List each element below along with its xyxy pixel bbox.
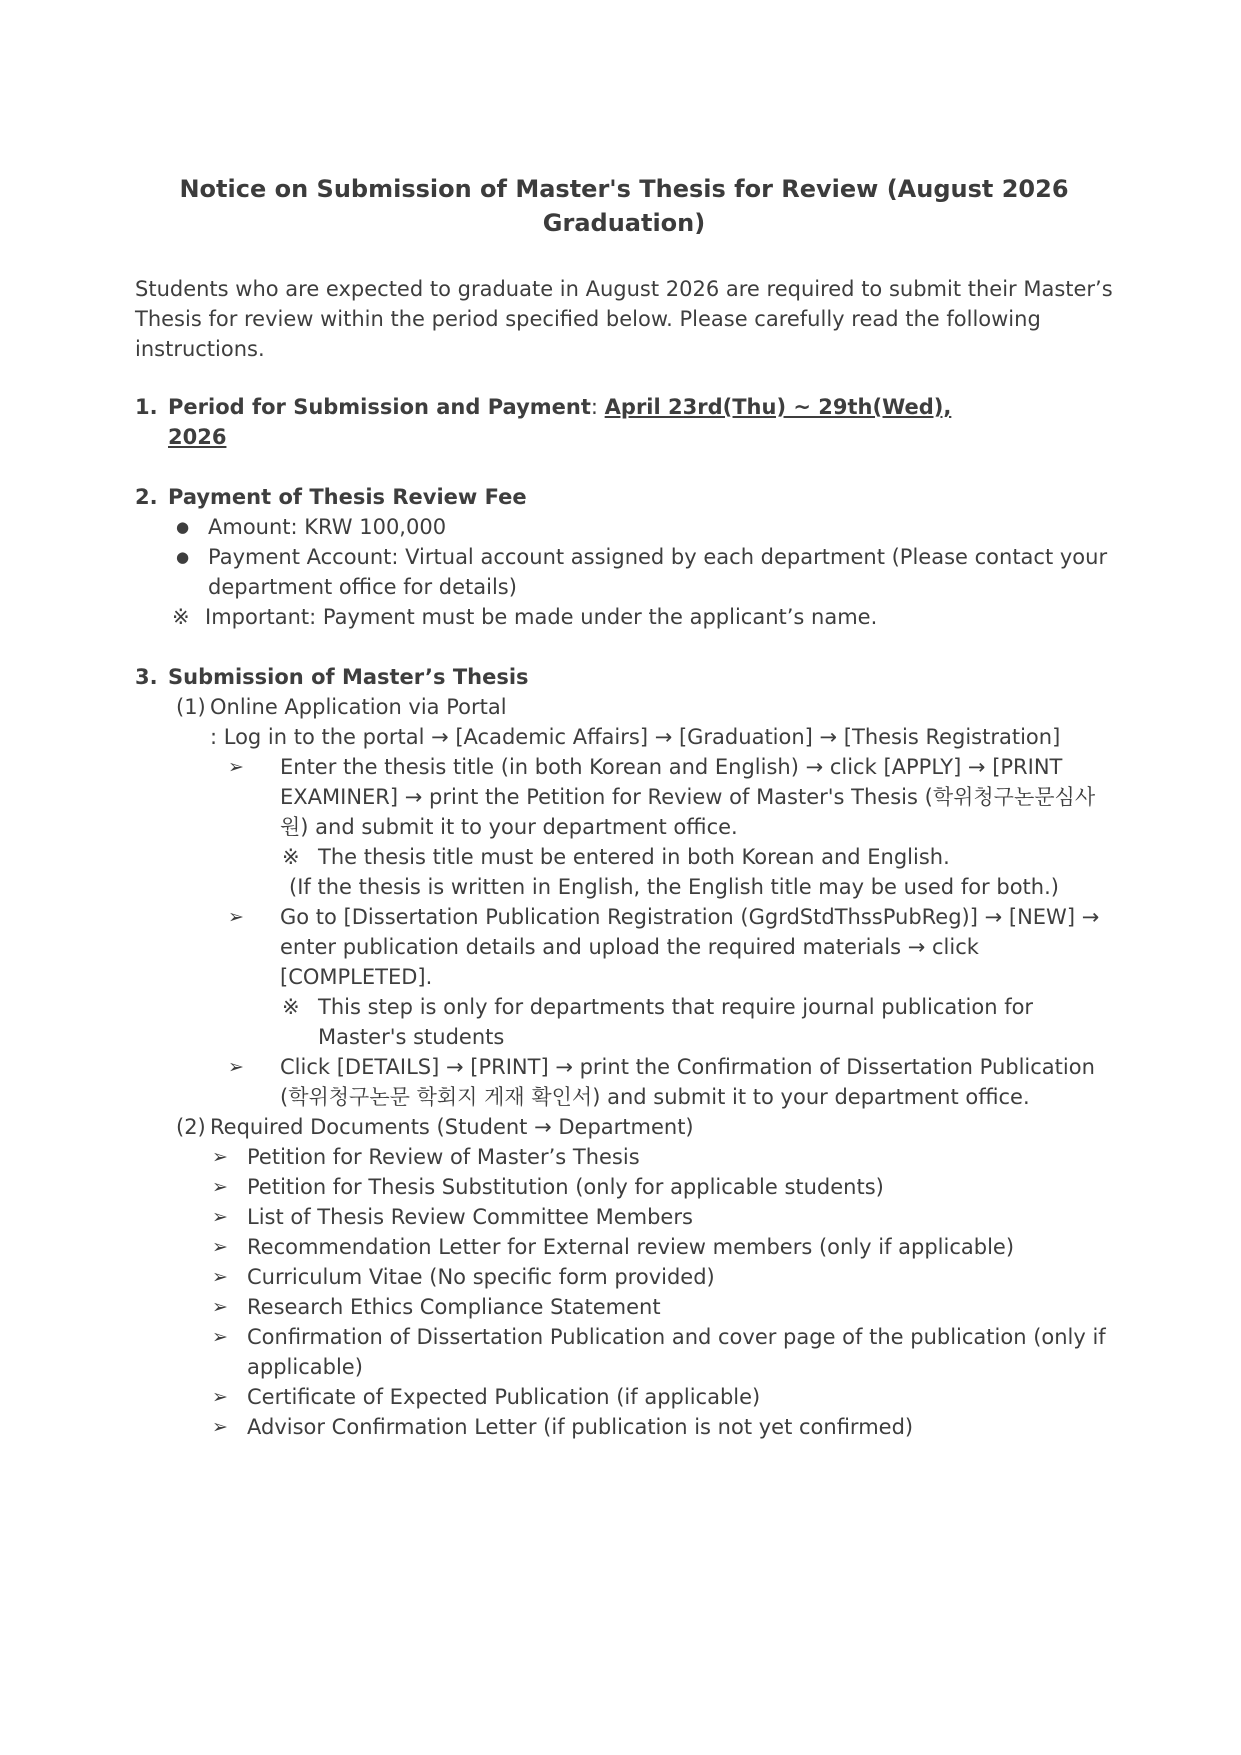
section-1-text <box>168 392 951 452</box>
required-document-text: Certificate of Expected Publication (if applicable) <box>247 1385 761 1409</box>
step-item <box>135 902 1113 992</box>
arrow-bullet-icon: ➢ <box>228 1056 244 1078</box>
step-2-note-text: This step is only for departments that require journal publication for Master's students <box>318 995 1034 1049</box>
payment-note-text: Important: Payment must be made under the applicant’s name. <box>205 605 878 629</box>
subsection-2-label: (2) <box>176 1115 206 1139</box>
section-1-number: 1. <box>135 395 158 419</box>
required-document-text: Curriculum Vitae (No specific form provided) <box>247 1265 715 1289</box>
required-document-text: Confirmation of Dissertation Publication and cover page of the publication (only if applicable) <box>247 1325 1106 1379</box>
document-list-item <box>135 1322 1113 1382</box>
arrow-bullet-icon: ➢ <box>228 756 244 778</box>
step-2-text: Go to [Dissertation Publication Registration (GgrdStdThssPubReg)] → [NEW] → enter publication details and upload the required materials → click [COMPLETED]. <box>280 905 1100 989</box>
list-item <box>135 512 1113 542</box>
required-document-text: List of Thesis Review Committee Members <box>247 1205 693 1229</box>
note-row <box>135 992 1113 1052</box>
arrow-bullet-icon: ➢ <box>212 1146 228 1168</box>
required-document-text: Research Ethics Compliance Statement <box>247 1295 661 1319</box>
document-list-item <box>135 1412 1113 1442</box>
payment-account-text: Payment Account: Virtual account assigned by each department (Please contact your department office for details) <box>208 545 1108 599</box>
subsection-2-title: Required Documents (Student → Department) <box>210 1115 694 1139</box>
document-title: Notice on Submission of Master's Thesis for Review (August 2026 Graduation) <box>179 175 1069 237</box>
arrow-bullet-icon: ➢ <box>228 906 244 928</box>
arrow-bullet-icon: ➢ <box>212 1206 228 1228</box>
bullet-icon: ● <box>176 548 190 566</box>
document-list-item <box>135 1142 1113 1172</box>
section-2-heading-row <box>135 482 1113 512</box>
reference-mark-icon: ※ <box>282 995 300 1019</box>
arrow-bullet-icon: ➢ <box>212 1386 228 1408</box>
section-1-heading: Period for Submission and Payment <box>168 395 591 419</box>
subsection-1-row <box>135 692 1113 722</box>
required-document-text: Recommendation Letter for External review members (only if applicable) <box>247 1235 1015 1259</box>
required-document-text: Petition for Review of Master’s Thesis <box>247 1145 640 1169</box>
arrow-bullet-icon: ➢ <box>212 1416 228 1438</box>
list-item <box>135 542 1113 602</box>
subsection-2-row <box>135 1112 1113 1142</box>
arrow-bullet-icon: ➢ <box>212 1296 228 1318</box>
bullet-icon: ● <box>176 518 190 536</box>
section-2-heading: Payment of Thesis Review Fee <box>168 485 527 509</box>
section-3-heading-row <box>135 662 1113 692</box>
section-1-period-line1: April 23rd(Thu) ~ 29th(Wed), <box>604 395 952 419</box>
document-list-item <box>135 1292 1113 1322</box>
arrow-bullet-icon: ➢ <box>212 1176 228 1198</box>
required-document-text: Petition for Thesis Substitution (only for applicable students) <box>247 1175 884 1199</box>
step-item <box>135 752 1113 842</box>
document-list-item <box>135 1172 1113 1202</box>
subsection-1-label: (1) <box>176 695 206 719</box>
section-1-separator: : <box>590 395 605 419</box>
required-document-text: Advisor Confirmation Letter (if publication is not yet confirmed) <box>247 1415 914 1439</box>
section-3 <box>135 662 1113 1442</box>
section-2-number: 2. <box>135 485 158 509</box>
note-row <box>135 842 1113 872</box>
section-1 <box>135 392 1113 452</box>
step-1-text: Enter the thesis title (in both Korean and English) → click [APPLY] → [PRINT EXAMINER] → print the Petition for Review of Master's Thesis (학위청구논문심사원) and submit it to your department office. <box>280 755 1096 839</box>
arrow-bullet-icon: ➢ <box>212 1266 228 1288</box>
section-3-number: 3. <box>135 665 158 689</box>
document-list-item <box>135 1382 1113 1412</box>
section-1-period-line2: 2026 <box>168 425 227 449</box>
amount-text: Amount: KRW 100,000 <box>208 515 447 539</box>
note-row <box>135 602 1113 632</box>
subsection-1-title: Online Application via Portal <box>210 695 507 719</box>
reference-mark-icon: ※ <box>172 605 190 629</box>
document-list-item <box>135 1262 1113 1292</box>
intro-paragraph: Students who are expected to graduate in August 2026 are required to submit their Master’s Thesis for review within the period specified below. Please carefully read the following instructions. <box>135 277 1113 361</box>
section-3-heading: Submission of Master’s Thesis <box>168 665 529 689</box>
step-3-text: Click [DETAILS] → [PRINT] → print the Confirmation of Dissertation Publication (학위청구논문 학회지 게재 확인서) and submit it to your department office. <box>280 1055 1095 1109</box>
step-1-note-text: The thesis title must be entered in both Korean and English. <box>318 845 950 869</box>
step-item <box>135 1052 1113 1112</box>
document-list-item <box>135 1232 1113 1262</box>
section-2 <box>135 482 1113 632</box>
portal-path-text: : Log in to the portal → [Academic Affairs] → [Graduation] → [Thesis Registration] <box>210 725 1061 749</box>
document-list-item <box>135 1202 1113 1232</box>
step-1-paren-note: (If the thesis is written in English, the English title may be used for both.) <box>289 875 1059 899</box>
reference-mark-icon: ※ <box>282 845 300 869</box>
arrow-bullet-icon: ➢ <box>212 1326 228 1348</box>
arrow-bullet-icon: ➢ <box>212 1236 228 1258</box>
